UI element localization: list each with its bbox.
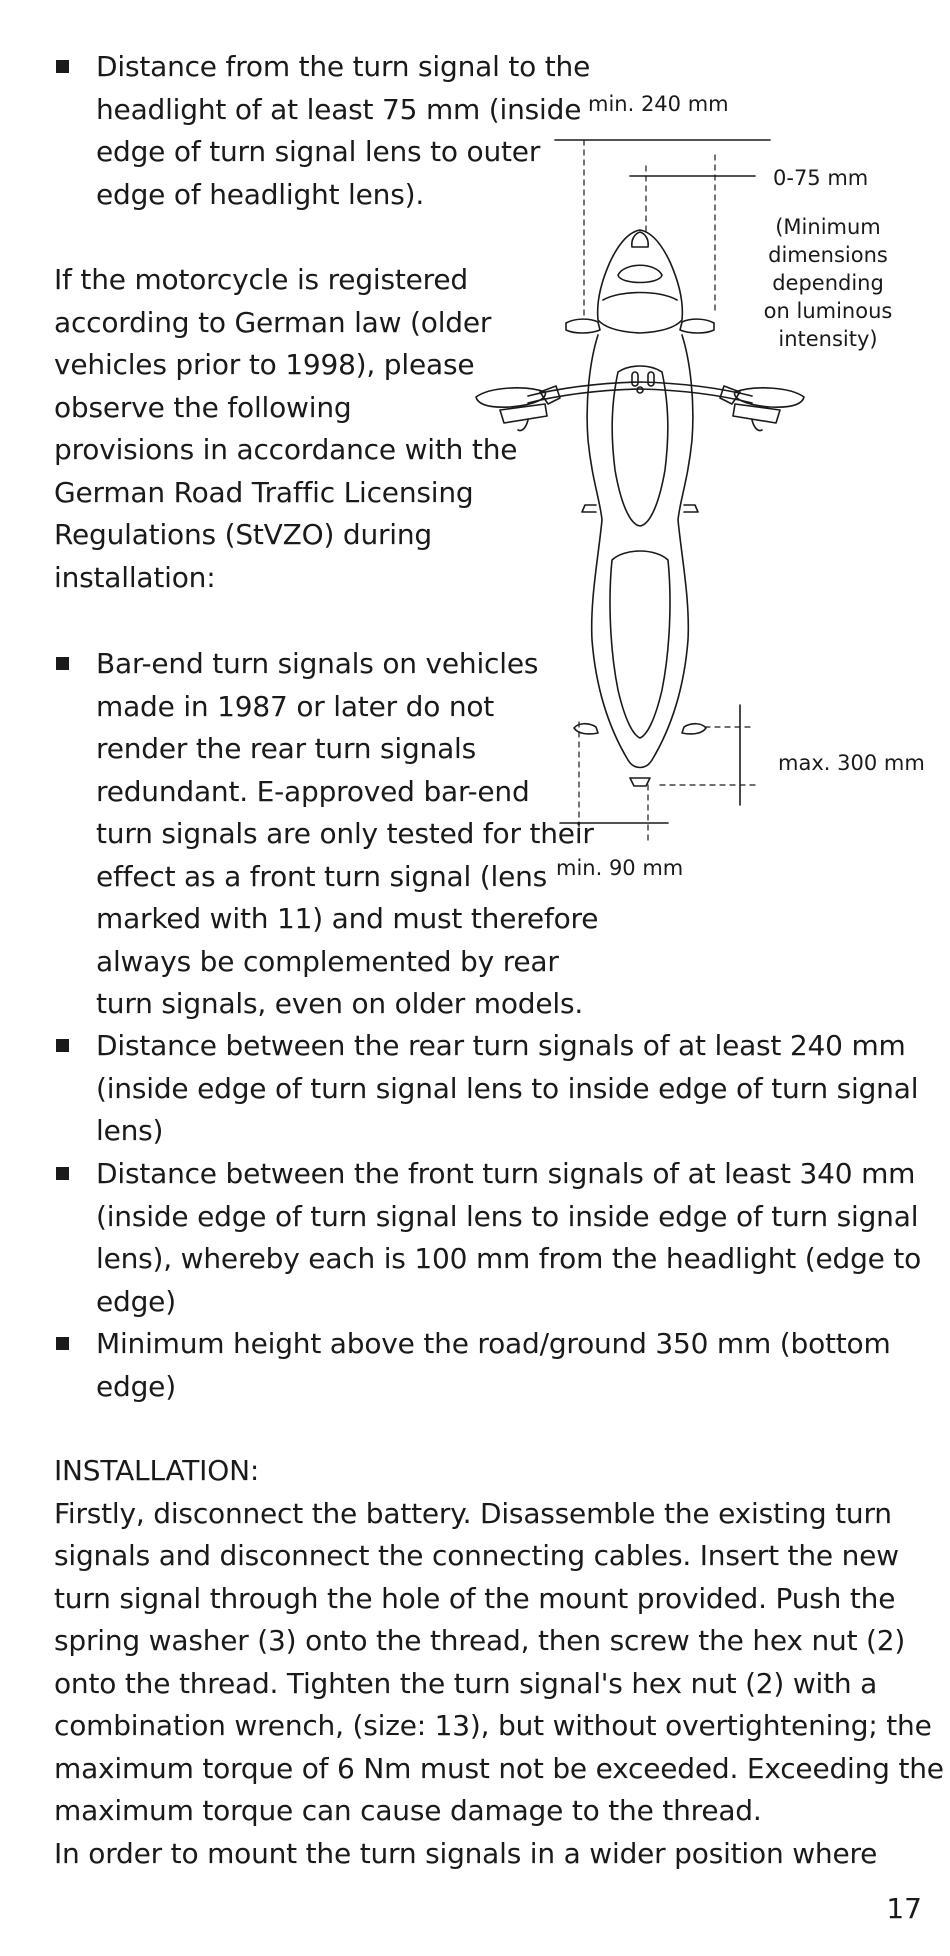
- text-line: onto the thread. Tighten the turn signal's hex nut (2) with a: [54, 1666, 878, 1700]
- rear-signal-right: [682, 724, 706, 734]
- dim-label-front-spacing: min. 240 mm: [588, 92, 729, 116]
- text-line: signals and disconnect the connecting cables. Insert the new: [54, 1539, 899, 1572]
- text-line: combination wrench, (size: 13), but without overtightening; the: [54, 1709, 932, 1742]
- text-line: edge): [96, 1369, 176, 1403]
- text-line: In order to mount the turn signals in a wider position where: [54, 1836, 878, 1870]
- text-line: headlight of at least 75 mm (inside: [96, 92, 582, 126]
- text-line: render the rear turn signals: [96, 732, 477, 765]
- text-line: vehicles prior to 1998), please: [54, 348, 475, 381]
- tail-light: [630, 778, 650, 786]
- text-line: Distance between the rear turn signals of at least 240 mm: [96, 1029, 906, 1062]
- text-line: lens), whereby each is 100 mm from the headlight (edge to: [96, 1242, 922, 1275]
- dim-note-luminous: [758, 213, 898, 353]
- text-line: made in 1987 or later do not: [96, 689, 495, 723]
- text-line: edge): [96, 1284, 176, 1318]
- text-line: provisions in accordance with the: [54, 433, 518, 466]
- front-fairing: [598, 230, 683, 333]
- right-footpeg: [684, 505, 698, 512]
- headlight: [632, 232, 648, 247]
- note-line: on luminous: [763, 299, 893, 323]
- text-line: edge of headlight lens).: [96, 177, 425, 211]
- right-mirror: [735, 388, 804, 407]
- gauge-right: [648, 372, 654, 386]
- text-line: turn signal through the hole of the mount provided. Push the: [54, 1581, 896, 1615]
- text-line: If the motorcycle is registered: [54, 263, 468, 296]
- text-line: Distance from the turn signal to the: [96, 50, 591, 83]
- text-line: edge of turn signal lens to outer: [96, 135, 541, 168]
- text-line: lens): [96, 1114, 164, 1147]
- text-line: (inside edge of turn signal lens to inside edge of turn signal: [96, 1071, 919, 1105]
- note-line: (Minimum: [775, 215, 881, 239]
- note-line: dimensions: [768, 243, 888, 267]
- text-line: maximum torque can cause damage to the thread.: [54, 1794, 762, 1827]
- text-line: German Road Traffic Licensing: [54, 475, 474, 509]
- text-line: turn signals are only tested for their: [96, 817, 594, 850]
- text-line: according to German law (older: [54, 305, 492, 339]
- text-line: observe the following: [54, 390, 352, 424]
- text-line: Bar-end turn signals on vehicles: [96, 647, 539, 680]
- text-line: marked with 11) and must therefore: [96, 902, 599, 935]
- text-line: installation:: [54, 560, 216, 594]
- dim-label-rear-spacing: min. 90 mm: [556, 856, 684, 880]
- text-line: spring washer (3) onto the thread, then screw the hex nut (2): [54, 1624, 906, 1657]
- text-line: Regulations (StVZO) during: [54, 518, 433, 551]
- text-line: (inside edge of turn signal lens to inside edge of turn signal: [96, 1199, 919, 1233]
- text-line: Firstly, disconnect the battery. Disassemble the existing turn: [54, 1496, 892, 1530]
- text-line: Minimum height above the road/ground 350 mm (bottom: [96, 1327, 891, 1360]
- dim-label-headlight: 0-75 mm: [773, 166, 869, 190]
- note-line: intensity): [778, 327, 878, 351]
- front-signal-right: [680, 319, 714, 333]
- text-line: redundant. E-approved bar-end: [96, 774, 530, 808]
- left-footpeg: [582, 505, 596, 512]
- dim-label-rear-height: max. 300 mm: [778, 751, 925, 775]
- gauge-left: [632, 372, 638, 386]
- front-signal-left: [566, 319, 600, 333]
- text-line: Distance between the front turn signals of at least 340 mm: [96, 1157, 916, 1190]
- text-line: maximum torque of 6 Nm must not be exceeded. Exceeding the: [54, 1751, 944, 1785]
- left-mirror: [476, 388, 545, 407]
- seat: [610, 551, 670, 738]
- rear-signal-left: [574, 724, 598, 734]
- page-number: 17: [886, 1892, 922, 1925]
- note-line: depending: [772, 271, 884, 295]
- text-line: effect as a front turn signal (lens: [96, 859, 548, 893]
- text-line: turn signals, even on older models.: [96, 987, 584, 1020]
- text-line: always be complemented by rear: [96, 944, 559, 978]
- installation-heading: INSTALLATION:: [54, 1454, 260, 1487]
